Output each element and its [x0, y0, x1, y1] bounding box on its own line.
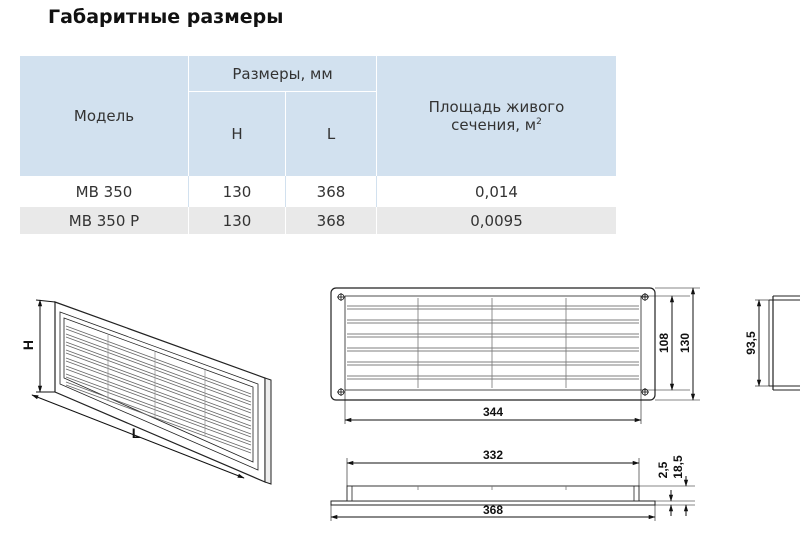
header-model: Модель	[20, 56, 189, 176]
page-title: Габаритные размеры	[48, 6, 284, 28]
header-free-area: Площадь живого сечения, $м^2$	[377, 56, 617, 176]
cell-l: 368	[286, 176, 377, 207]
dim-thickness-b: 18,5	[671, 455, 685, 479]
iso-height-label: H	[20, 339, 36, 351]
top-view	[331, 458, 695, 521]
dim-side-depth: 93,5	[744, 331, 758, 355]
cell-model: МВ 350 Р	[20, 207, 189, 234]
header-l: L	[286, 92, 377, 177]
side-view	[755, 296, 800, 390]
dim-inner-width: 344	[482, 405, 504, 419]
cell-l: 368	[286, 207, 377, 234]
dim-outer-height: 130	[678, 332, 692, 354]
dim-top-inner-width: 332	[482, 448, 504, 462]
cell-model: МВ 350	[20, 176, 189, 207]
header-sizes: Размеры, мм	[189, 56, 377, 92]
iso-length-label: L	[131, 425, 141, 441]
isometric-view	[32, 300, 271, 484]
dim-inner-height: 108	[657, 332, 671, 354]
header-h: H	[189, 92, 286, 177]
cell-area: 0,0095	[377, 207, 617, 234]
cell-area: 0,014	[377, 176, 617, 207]
dim-top-outer-width: 368	[482, 503, 504, 517]
front-view	[331, 288, 700, 424]
cell-h: 130	[189, 176, 286, 207]
cell-h: 130	[189, 207, 286, 234]
dim-thickness-a: 2,5	[656, 461, 670, 479]
